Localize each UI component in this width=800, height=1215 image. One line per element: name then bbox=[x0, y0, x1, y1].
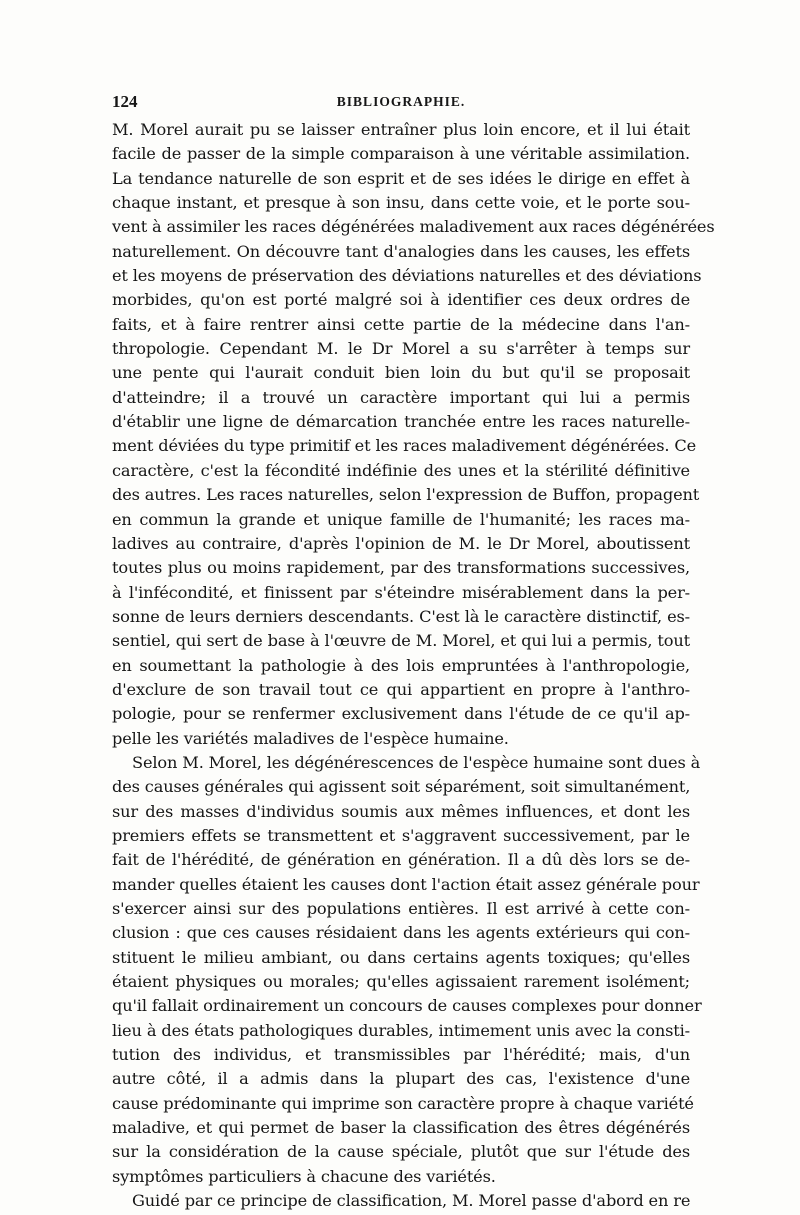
text-line: clusion : que ces causes résidaient dans les agents extérieurs qui con- bbox=[112, 923, 690, 943]
page-number: 124 bbox=[112, 92, 138, 111]
text-line: facile de passer de la simple comparaison à une véritable assimilation. bbox=[112, 144, 690, 164]
text-line: tution des individus, et transmissibles par l'hérédité; mais, d'un bbox=[112, 1045, 690, 1065]
text-line: une pente qui l'aurait conduit bien loin du but qu'il se proposait bbox=[112, 363, 690, 383]
text-line: sur la considération de la cause spéciale, plutôt que sur l'étude des bbox=[112, 1142, 690, 1162]
text-line: des autres. Les races naturelles, selon l'expression de Buffon, propagent bbox=[112, 485, 700, 505]
text-line: ment déviées du type primitif et les races maladivement dégénérées. Ce bbox=[112, 436, 697, 456]
text-line: des causes générales qui agissent soit séparément, soit simultanément, bbox=[112, 777, 691, 797]
text-line: sonne de leurs derniers descendants. C'est là le caractère distinctif, es- bbox=[112, 606, 690, 626]
text-line: étaient physiques ou morales; qu'elles agissaient rarement isolément; bbox=[112, 972, 690, 992]
text-line: pologie, pour se renfermer exclusivement dans l'étude de ce qu'il ap- bbox=[112, 704, 690, 724]
text-line: Selon M. Morel, les dégénérescences de l'espèce humaine sont dues à bbox=[132, 752, 701, 772]
paragraph bbox=[112, 118, 715, 751]
text-line: en soumettant la pathologie à des lois empruntées à l'anthropologie, bbox=[112, 655, 690, 675]
text-line: lieu à des états pathologiques durables, intimement unis avec la consti- bbox=[112, 1020, 690, 1040]
text-line: à l'infécondité, et finissent par s'éteindre misérablement dans la per- bbox=[112, 582, 690, 602]
text-line: naturellement. On découvre tant d'analogies dans les causes, les effets bbox=[112, 241, 690, 261]
book-page bbox=[112, 92, 715, 1213]
text-line: La tendance naturelle de son esprit et de ses idées le dirige en effet à bbox=[112, 168, 690, 188]
text-line: d'exclure de son travail tout ce qui appartient en propre à l'anthro- bbox=[112, 679, 690, 699]
text-line: d'établir une ligne de démarcation tranchée entre les races naturelle- bbox=[112, 412, 690, 432]
text-line: en commun la grande et unique famille de l'humanité; les races ma- bbox=[112, 509, 690, 529]
text-line: morbides, qu'on est porté malgré soi à identifier ces deux ordres de bbox=[112, 290, 690, 310]
text-line: autre côté, il a admis dans la plupart des cas, l'existence d'une bbox=[112, 1069, 690, 1089]
text-line: sentiel, qui sert de base à l'œuvre de M. Morel, et qui lui a permis, tout bbox=[112, 631, 690, 651]
text-line: ladives au contraire, d'après l'opinion de M. le Dr Morel, aboutissent bbox=[112, 533, 690, 553]
text-line: premiers effets se transmettent et s'aggravent successivement, par le bbox=[112, 825, 690, 845]
text-line: cause prédominante qui imprime son caractère propre à chaque variété bbox=[112, 1093, 694, 1113]
text-line: vent à assimiler les races dégénérées maladivement aux races dégénérées bbox=[112, 217, 715, 237]
text-line: caractère, c'est la fécondité indéfinie des unes et la stérilité définitive bbox=[112, 460, 690, 480]
text-line: et les moyens de préservation des déviations naturelles et des déviations bbox=[112, 266, 702, 286]
text-line: toutes plus ou moins rapidement, par des transformations successives, bbox=[112, 558, 690, 578]
paragraph bbox=[112, 751, 702, 1189]
text-line: chaque instant, et presque à son insu, dans cette voie, et le porte sou- bbox=[112, 193, 690, 213]
page-header bbox=[112, 92, 690, 118]
text-line: maladive, et qui permet de baser la classification des êtres dégénérés bbox=[112, 1118, 690, 1138]
text-line: M. Morel aurait pu se laisser entraîner plus loin encore, et il lui était bbox=[112, 120, 690, 139]
paragraph bbox=[112, 1189, 690, 1213]
text-line: thropologie. Cependant M. le Dr Morel a su s'arrêter à temps sur bbox=[112, 339, 690, 359]
text-line: faits, et à faire rentrer ainsi cette partie de la médecine dans l'an- bbox=[112, 314, 690, 334]
text-line: sur des masses d'individus soumis aux mêmes influences, et dont les bbox=[112, 801, 690, 821]
text-line: symptômes particuliers à chacune des variétés. bbox=[112, 1166, 496, 1186]
text-line: fait de l'hérédité, de génération en génération. Il a dû dès lors se de- bbox=[112, 850, 690, 870]
running-title: BIBLIOGRAPHIE. bbox=[336, 94, 466, 109]
text-line: pelle les variétés maladives de l'espèce humaine. bbox=[112, 728, 509, 748]
text-line: qu'il fallait ordinairement un concours de causes complexes pour donner bbox=[112, 996, 702, 1016]
text-line: Guidé par ce principe de classification, M. Morel passe d'abord en re bbox=[132, 1191, 691, 1211]
text-line: s'exercer ainsi sur des populations entières. Il est arrivé à cette con- bbox=[112, 899, 690, 918]
text-line: stituent le milieu ambiant, ou dans certains agents toxiques; qu'elles bbox=[112, 947, 690, 967]
text-line: mander quelles étaient les causes dont l'action était assez générale pour bbox=[112, 874, 700, 894]
body-text bbox=[112, 118, 715, 1213]
text-line: d'atteindre; il a trouvé un caractère important qui lui a permis bbox=[112, 387, 690, 407]
